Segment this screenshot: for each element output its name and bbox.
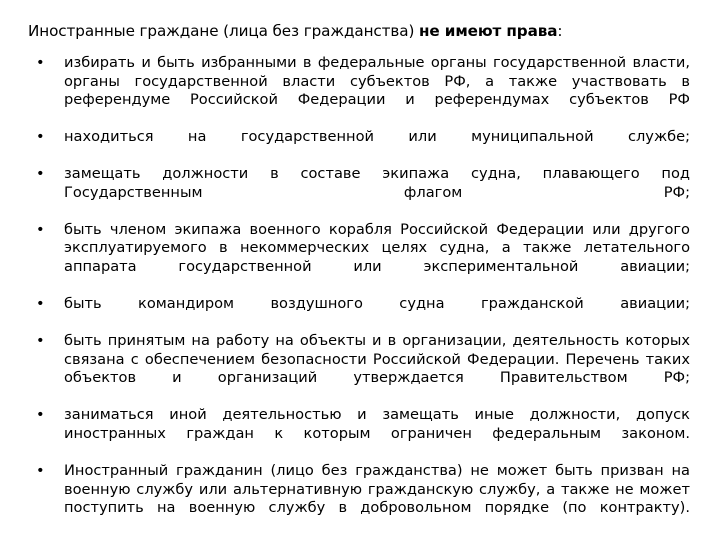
list-item: [28, 54, 690, 128]
list-item-text: быть принятым на работу на объекты и в организации, деятельность которых связана с обеспечением безопасности Российской Федерации. Перечень таких объектов и организаций утверждается Правительством РФ;: [64, 332, 690, 387]
bullet-icon: •: [36, 295, 45, 313]
list-item-text: заниматься иной деятельностью и замещать иные должности, допуск иностранных граждан к которым ограничен федеральным законом.: [64, 406, 690, 442]
list-item: [28, 165, 690, 221]
list-item: [28, 221, 690, 295]
page-title-normal-part: Иностранные граждане (лица без гражданства): [28, 22, 420, 40]
bullet-icon: •: [36, 332, 45, 350]
list-item: [28, 128, 690, 165]
bullet-icon: •: [36, 220, 45, 238]
list-item: [28, 332, 690, 406]
list-item-text: находиться на государственной или муниципальной службе;: [64, 128, 690, 146]
page-title: [28, 21, 690, 41]
list-item-text: Иностранный гражданин (лицо без гражданства) не может быть призван на военную службу или альтернативную гражданскую службу, а также не может поступить на военную службу в добровольном порядке (по контракту).: [64, 462, 690, 517]
list-item: [28, 406, 690, 462]
list-item-text: замещать должности в составе экипажа судна, плавающего под Государственным флагом РФ;: [64, 165, 690, 201]
page-title-colon: :: [557, 22, 563, 40]
bullet-icon: •: [36, 54, 45, 71]
bullet-icon: •: [36, 462, 45, 480]
list-item: [28, 462, 690, 536]
bullet-icon: •: [36, 165, 45, 183]
list-item: [28, 295, 690, 332]
list-item-text: быть членом экипажа военного корабля Российской Федерации или другого эксплуатируемого в некоммерческих целях судна, а также летательного аппарата государственной или экспериментальной авиации;: [64, 220, 690, 276]
bullet-icon: •: [36, 406, 45, 424]
list-item-text: избирать и быть избранными в федеральные органы государственной власти, органы государственной власти субъектов РФ, а также участвовать в референдуме Российской Федерации и референдумах субъектов РФ: [64, 54, 690, 109]
list-item-text: быть командиром воздушного судна гражданской авиации;: [64, 295, 690, 313]
bullet-icon: •: [36, 128, 45, 146]
restrictions-list: [28, 54, 690, 536]
page-title-bold-part: не имеют права: [419, 22, 558, 40]
